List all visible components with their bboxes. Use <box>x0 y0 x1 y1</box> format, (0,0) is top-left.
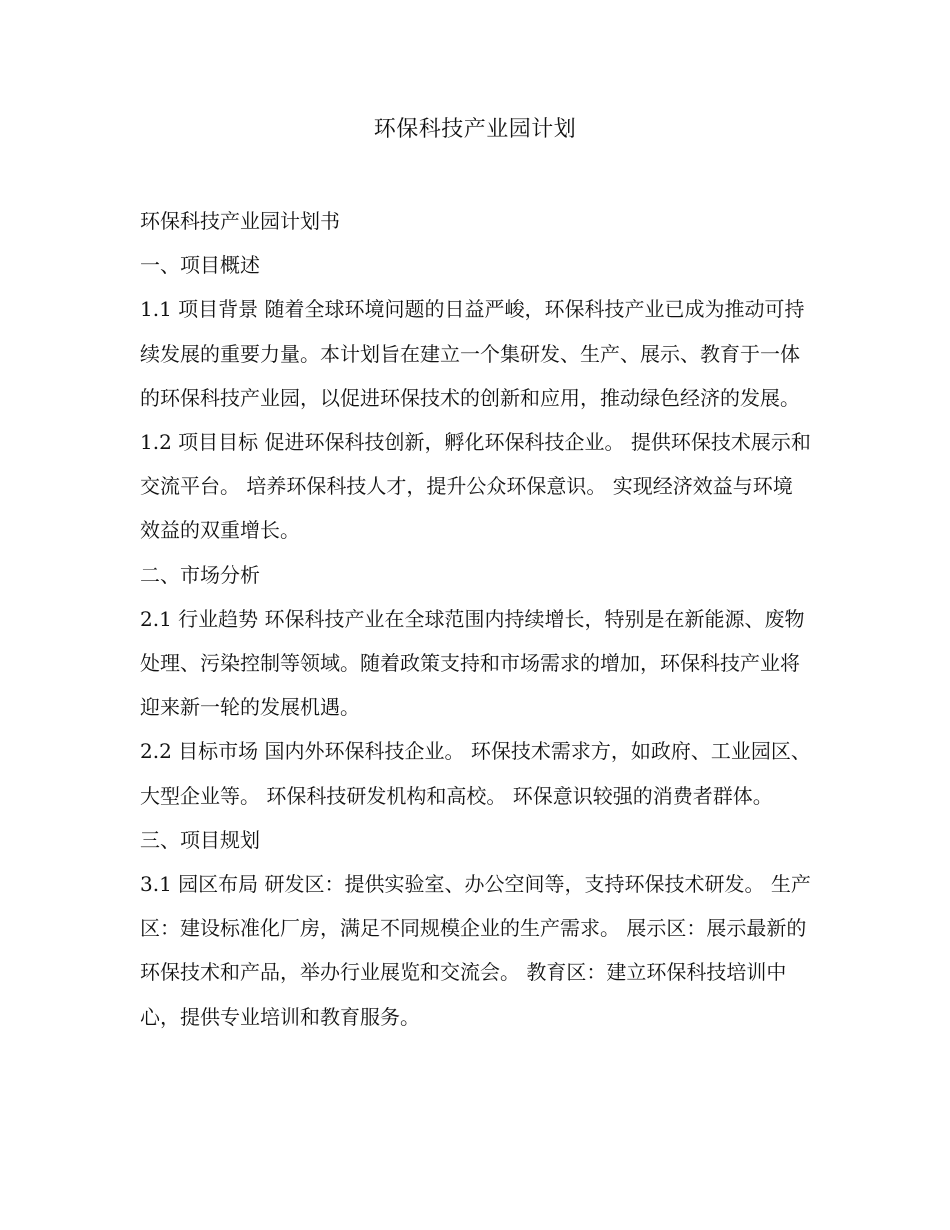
paragraph-project-background: 1.1 项目背景 随着全球环境问题的日益严峻，环保科技产业已成为推动可持续发展的重要力量。本计划旨在建立一个集研发、生产、展示、教育于一体的环保科技产业园，以促进环保技术的创新和应用，推动绿色经济的发展。 <box>140 297 805 410</box>
section-heading-market-analysis: 二、市场分析 <box>140 562 260 587</box>
paragraph-park-layout: 3.1 园区布局 研发区：提供实验室、办公空间等，支持环保技术研发。 生产区：建设标准化厂房，满足不同规模企业的生产需求。 展示区：展示最新的环保技术和产品，举办行业展览和交流会。 教育区：建立环保科技培训中心，提供专业培训和教育服务。 <box>140 872 811 1029</box>
subtitle-paragraph: 环保科技产业园计划书 <box>140 209 340 233</box>
paragraph-target-market: 2.2 目标市场 国内外环保科技企业。 环保技术需求方，如政府、工业园区、大型企业等。 环保科技研发机构和高校。 环保意识较强的消费者群体。 <box>140 739 811 808</box>
document-title: 环保科技产业园计划 <box>373 117 577 142</box>
section-heading-overview: 一、项目概述 <box>140 253 260 278</box>
paragraph-project-goals: 1.2 项目目标 促进环保科技创新，孵化环保科技企业。 提供环保技术展示和交流平台。 培养环保科技人才，提升公众环保意识。 实现经济效益与环境效益的双重增长。 <box>140 430 811 543</box>
paragraph-industry-trends: 2.1 行业趋势 环保科技产业在全球范围内持续增长，特别是在新能源、废物处理、污染控制等领域。随着政策支持和市场需求的增加，环保科技产业将迎来新一轮的发展机遇。 <box>140 606 805 720</box>
document-body <box>140 199 812 1039</box>
section-heading-project-planning: 三、项目规划 <box>140 827 260 852</box>
